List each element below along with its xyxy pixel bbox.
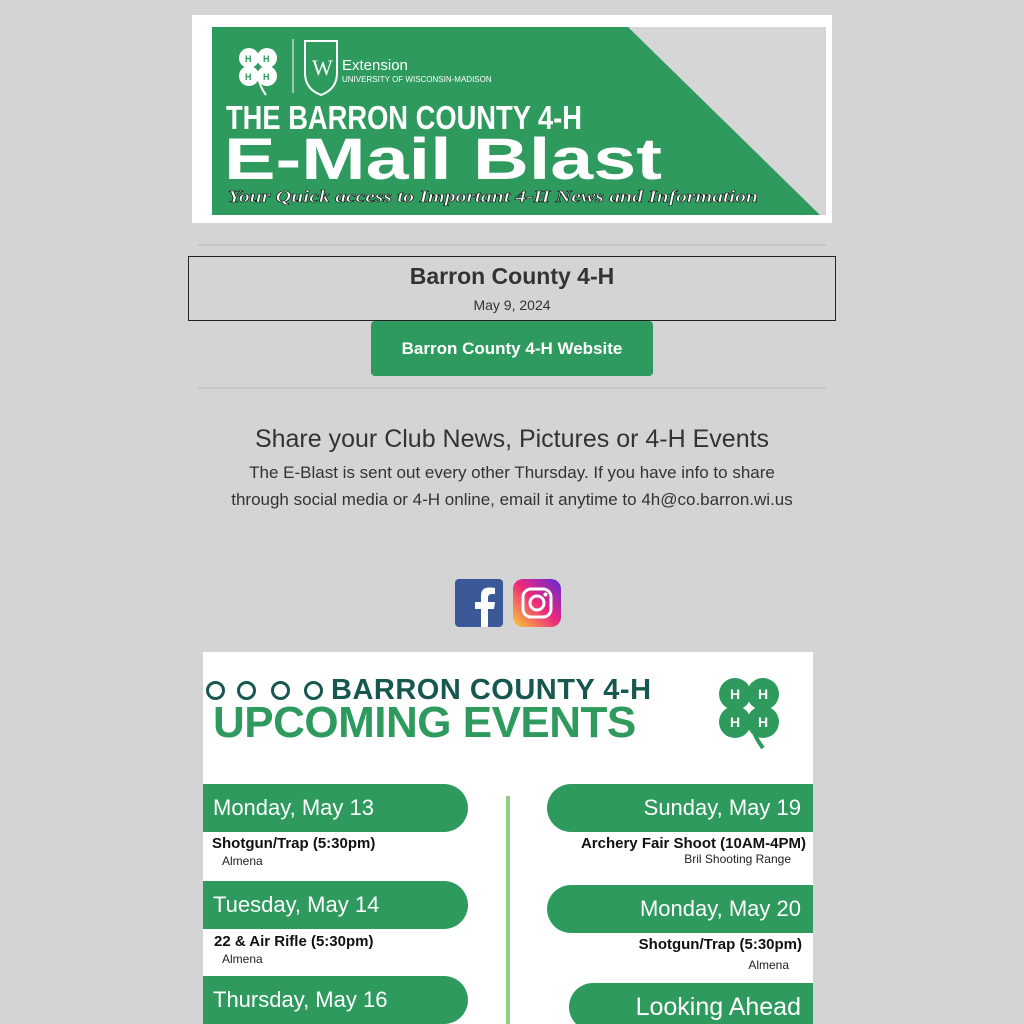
banner-background: [212, 27, 826, 215]
svg-text:H: H: [758, 686, 769, 702]
page-title: Barron County 4-H: [409, 263, 615, 289]
event-location: Bril Shooting Range: [684, 852, 791, 866]
divider-middle: [198, 387, 826, 389]
issue-date: May 9, 2024: [473, 297, 551, 313]
event-name: Archery Fair Shoot (10AM-4PM): [580, 835, 806, 852]
event-day-header: Sunday, May 19: [547, 784, 813, 832]
event-day-header: Monday, May 20: [547, 885, 813, 933]
clover-icon: [709, 666, 789, 750]
svg-text:H: H: [245, 72, 252, 82]
event-day-header: Thursday, May 16: [203, 976, 468, 1024]
banner-tagline: Your Quick access to Important 4-H News and Information: [228, 187, 758, 206]
flyer-county-title: BARRON COUNTY 4-H: [331, 674, 652, 706]
svg-text:H: H: [263, 54, 270, 64]
instagram-icon[interactable]: [513, 579, 561, 627]
event-day-header: Monday, May 13: [203, 784, 468, 832]
share-body-text: The E-Blast is sent out every other Thursday. If you have info to share through social media or 4-H online, email it anytime to 4h@co.barron.wi.us: [231, 463, 793, 509]
event-name: Shotgun/Trap (5:30pm): [638, 936, 802, 953]
instagram-logo: [513, 579, 561, 627]
divider-top: [198, 244, 826, 246]
header-banner: [192, 15, 832, 223]
looking-ahead-header: Looking Ahead: [569, 983, 813, 1024]
upcoming-events-flyer: [203, 652, 813, 1024]
event-location: Almena: [222, 952, 263, 966]
column-divider: [506, 796, 510, 1024]
extension-label: Extension: [342, 57, 408, 74]
facebook-logo: [455, 579, 503, 627]
flyer-heading: UPCOMING EVENTS: [213, 698, 636, 747]
event-name: 22 & Air Rifle (5:30pm): [214, 933, 374, 950]
website-button[interactable]: Barron County 4-H Website: [371, 321, 653, 376]
svg-text:H: H: [730, 686, 741, 702]
event-name: Shotgun/Trap (5:30pm): [212, 835, 376, 852]
svg-text:H: H: [245, 54, 252, 64]
svg-text:H: H: [758, 714, 769, 730]
banner-title-line2: E-Mail Blast: [224, 127, 662, 192]
svg-text:W: W: [312, 55, 333, 80]
share-heading: Share your Club News, Pictures or 4-H Events: [254, 425, 770, 453]
banner-title-line1: THE BARRON COUNTY 4-H: [226, 99, 582, 136]
svg-text:H: H: [263, 72, 270, 82]
event-day-header: Tuesday, May 14: [203, 881, 468, 929]
event-location: Almena: [222, 854, 263, 868]
event-location: Almena: [748, 958, 789, 972]
banner-graphic: [212, 27, 826, 215]
university-label: UNIVERSITY OF WISCONSIN-MADISON: [342, 75, 492, 84]
svg-text:H: H: [730, 714, 741, 730]
facebook-icon[interactable]: [455, 579, 503, 627]
title-box: [188, 256, 836, 321]
